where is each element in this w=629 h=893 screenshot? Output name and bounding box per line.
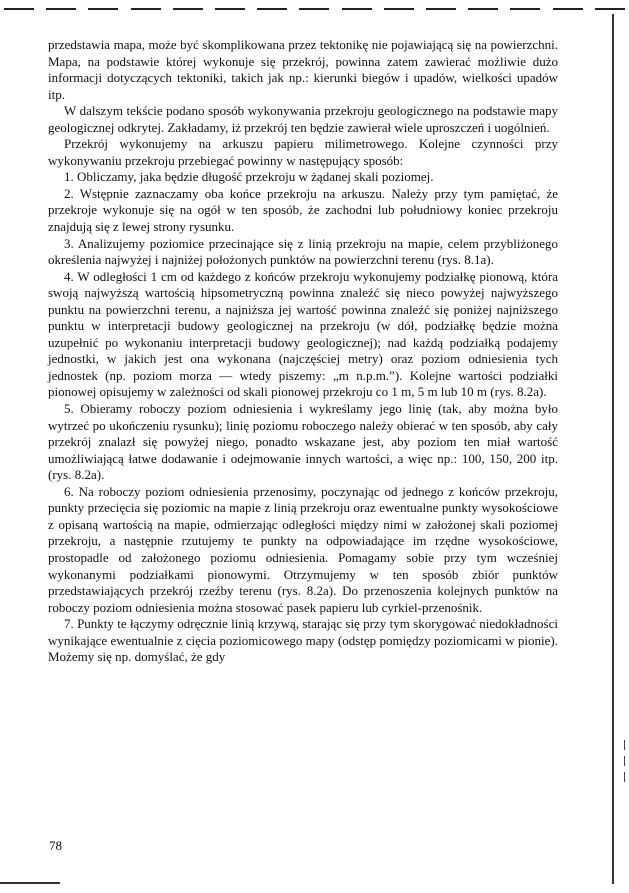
body-text: [48, 37, 558, 666]
paragraph-continuation: przedstawia mapa, może być skomplikowana przez tektonikę nie pojawiającą się na powierzchni. Mapa, na podstawie której wykonuje się przekrój, powinna zatem zawierać możliwie dużo informacji dotyczących tektoniki, takich jak np.: kierunki biegów i upadów, wielkości upadów itp.: [48, 37, 558, 102]
edge-mark: [342, 8, 372, 10]
step-5: 5. Obieramy roboczy poziom odniesienia i wykreślamy jego linię (tak, aby można było wytrzeć po ukończeniu rysunku); linię poziomu roboczego należy obierać w ten sposób, aby cały przekrój znalazł się powyżej niego, ponadto wskazane jest, aby poziom ten miał wartość umożliwiającą łatwe dodawanie i odejmowanie innych wartości, a więc np.: 100, 150, 200 itp. (rys. 8.2a).: [48, 401, 558, 483]
scan-tick: [624, 772, 625, 782]
edge-mark: [510, 8, 540, 10]
paragraph-intro: W dalszym tekście podano sposób wykonywania przekroju geologicznego na podstawie mapy geologicznej odkrytej. Zakładamy, iż przekrój ten będzie zawierał wiele uproszczeń i uogólnień.: [48, 103, 558, 135]
step-6: 6. Na roboczy poziom odniesienia przenosimy, poczynając od jednego z końców przekroju, punkty przecięcia się poziomic na mapie z linią przekroju oraz ewentualne punkty wysokościowe z opisaną wartością na mapie, odmierzając odległości między nimi w założonej skali poziomej przekroju, a następnie rzutujemy te punkty na odpowiadające im rzędne wysokościowe, prostopadle od założonego poziomu odniesienia. Pomagamy sobie przy tym wcześniej wykonanymi podziałkami pionowymi. Otrzymujemy w ten sposób zbiór punktów przedstawiających przekrój rzeźby terenu (rys. 8.2a). Do przenoszenia kolejnych punktów na roboczy poziom odniesienia można stosować pasek papieru lub cyrkiel-przenośnik.: [48, 483, 558, 615]
step-1: 1. Obliczamy, jaka będzie długość przekroju w żądanej skali poziomej.: [64, 169, 434, 185]
step-3: 3. Analizujemy poziomice przecinające się z linią przekroju na mapie, celem przybliżonego określenia najwyżej i najniżej położonych punktów na powierzchni terenu (rys. 8.1a).: [48, 235, 558, 268]
scan-tick: [624, 740, 625, 750]
page-number: 78: [49, 838, 62, 853]
edge-mark: [257, 8, 287, 10]
edge-mark: [468, 8, 498, 10]
edge-mark: [595, 8, 625, 10]
edge-mark: [426, 8, 456, 10]
scan-edge-ticks: [624, 740, 626, 780]
edge-mark: [4, 8, 34, 10]
bottom-edge-rule: [0, 882, 60, 884]
step-2: 2. Wstępnie zaznaczamy oba końce przekroju na arkuszu. Należy przy tym pamiętać, że przekroje wykonuje się na ogół w ten sposób, że zachodni lub południowy koniec przekroju znajdują się z lewej strony rysunku.: [48, 185, 558, 235]
edge-mark: [553, 8, 583, 10]
edge-mark: [131, 8, 161, 10]
scan-tick: [624, 756, 625, 766]
paragraph-procedure-intro: Przekrój wykonujemy na arkuszu papieru milimetrowego. Kolejne czynności przy wykonywaniu przekroju przebiegać powinny w następujący sposób:: [48, 136, 558, 168]
edge-mark: [384, 8, 414, 10]
edge-mark: [46, 8, 76, 10]
edge-mark: [88, 8, 118, 10]
edge-mark: [299, 8, 329, 10]
step-7: 7. Punkty te łączymy odręcznie linią krzywą, starając się przy tym skorygować niedokładności wynikające ewentualnie z cięcia poziomicowego mapy (odstęp pomiędzy poziomicami w pionie). Możemy się np. domyślać, że gdy: [48, 616, 558, 665]
top-edge-marks: [0, 6, 629, 12]
edge-mark: [173, 8, 203, 10]
edge-mark: [215, 8, 245, 10]
step-4: 4. W odległości 1 cm od każdego z końców przekroju wykonujemy podziałkę pionową, która swoją najwyższą wartością hipsometryczną powinna znaleźć się nieco powyżej najwyższego punktu na powierzchni terenu, a najniższa jej wartość powinna znaleźć się poniżej najniższego punktu w interpretacji budowy geologicznej na przekroju (w dół, podziałkę będzie można uzupełnić po wykonaniu interpretacji budowy geologicznej); nad każdą podziałką podajemy jednostki, w jakich jest ona wykonana (najczęściej metry) oraz poziom odniesienia tych jednostek (np. poziom morza — wtedy piszemy: „m n.p.m.”). Kolejne wartości podziałki pionowej opisujemy w zależności od skali pionowej przekroju co 1 m, 5 m lub 10 m (rys. 8.2a).: [48, 268, 558, 400]
page-edge-rule: [612, 14, 614, 884]
